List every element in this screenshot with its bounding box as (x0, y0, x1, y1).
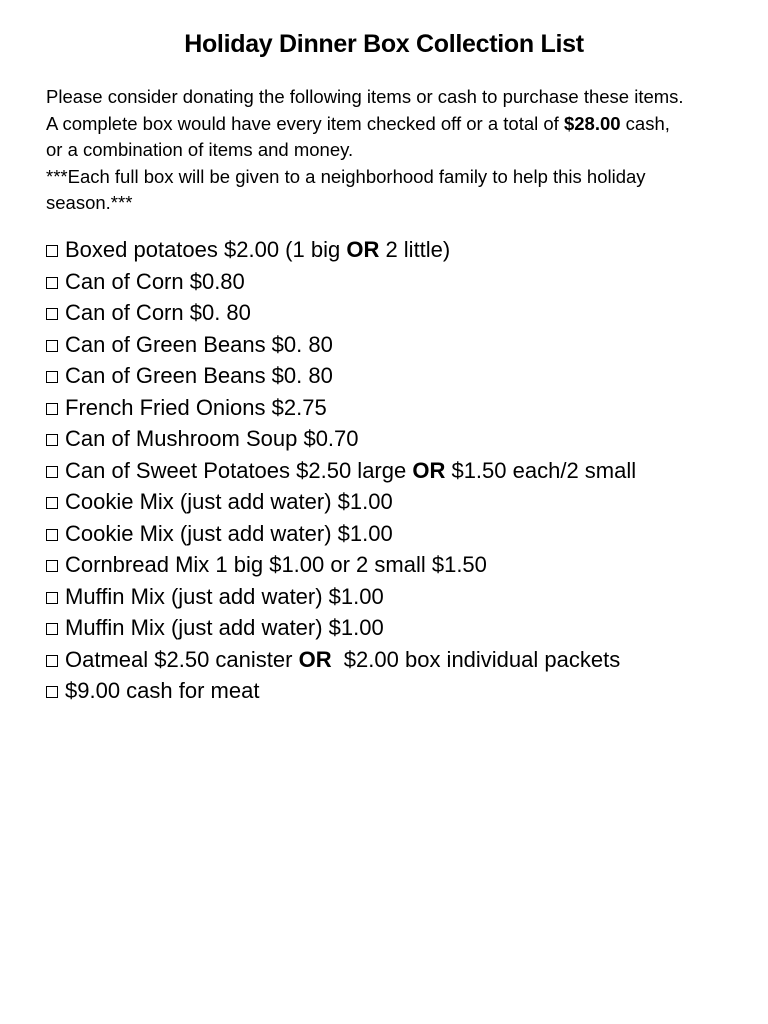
page-title: Holiday Dinner Box Collection List (184, 30, 584, 58)
intro-line-2 (46, 111, 736, 138)
item-label: French Fried Onions $2.75 (65, 394, 327, 420)
item-label: Can of Green Beans $0. 80 (65, 331, 333, 357)
item-label: Can of Green Beans $0. 80 (65, 363, 333, 388)
intro-line-1: Please consider donating the following items or cash to purchase these items. (46, 86, 684, 107)
item-label: Cookie Mix (just add water) $1.00 (65, 520, 393, 546)
item-label: Oatmeal $2.50 canister OR $2.00 box individual packets (65, 646, 621, 672)
item-label: Cornbread Mix 1 big $1.00 or 2 small $1.50 (65, 552, 487, 577)
intro-line-4: ***Each full box will be given to a neighborhood family to help this holiday season.*** (46, 165, 646, 213)
intro-text (46, 84, 736, 217)
checklist-item (46, 644, 746, 676)
checklist-item (46, 423, 746, 455)
checkbox[interactable] (46, 686, 58, 698)
checklist-item (46, 455, 746, 487)
item-label: Can of Mushroom Soup $0.70 (65, 426, 359, 451)
checkbox[interactable] (46, 277, 58, 289)
checkbox[interactable] (46, 371, 58, 383)
checkbox[interactable] (46, 466, 58, 478)
checklist-item (46, 266, 746, 298)
item-label: $9.00 cash for meat (65, 678, 260, 703)
checklist-item (46, 297, 746, 329)
item-label: Boxed potatoes $2.00 (1 big OR 2 little) (65, 237, 451, 262)
checkbox[interactable] (46, 592, 58, 604)
checklist-item (46, 612, 746, 644)
checklist-item (46, 518, 746, 550)
item-label: Muffin Mix (just add water) $1.00 (65, 615, 384, 640)
item-label: Can of Corn $0.80 (65, 268, 245, 294)
checklist-item (46, 360, 746, 392)
checkbox[interactable] (46, 623, 58, 635)
checkbox[interactable] (46, 308, 58, 320)
checkbox[interactable] (46, 655, 58, 667)
checkbox[interactable] (46, 403, 58, 415)
total-amount: $28.00 (563, 112, 621, 134)
checklist-item (46, 329, 746, 361)
item-label: Can of Corn $0. 80 (65, 300, 251, 325)
intro-line-2-pre: A complete box would have every item checked off or a total of (46, 112, 564, 134)
checkbox[interactable] (46, 434, 58, 446)
item-label: Can of Sweet Potatoes $2.50 large OR $1.50 each/2 small (65, 457, 637, 483)
checklist-item (46, 392, 746, 424)
item-label: Cookie Mix (just add water) $1.00 (65, 489, 393, 514)
intro-line-3: or a combination of items and money. (46, 139, 354, 160)
checklist-item (46, 675, 746, 707)
checkbox[interactable] (46, 529, 58, 541)
intro-line-2-post: cash, (620, 112, 670, 134)
checkbox[interactable] (46, 497, 58, 509)
item-checklist (46, 234, 746, 707)
checkbox[interactable] (46, 560, 58, 572)
item-label: Muffin Mix (just add water) $1.00 (65, 583, 384, 609)
checklist-item (46, 234, 746, 266)
checklist-item (46, 549, 746, 581)
checkbox[interactable] (46, 245, 58, 257)
checklist-item (46, 486, 746, 518)
checklist-item (46, 581, 746, 613)
checkbox[interactable] (46, 340, 58, 352)
